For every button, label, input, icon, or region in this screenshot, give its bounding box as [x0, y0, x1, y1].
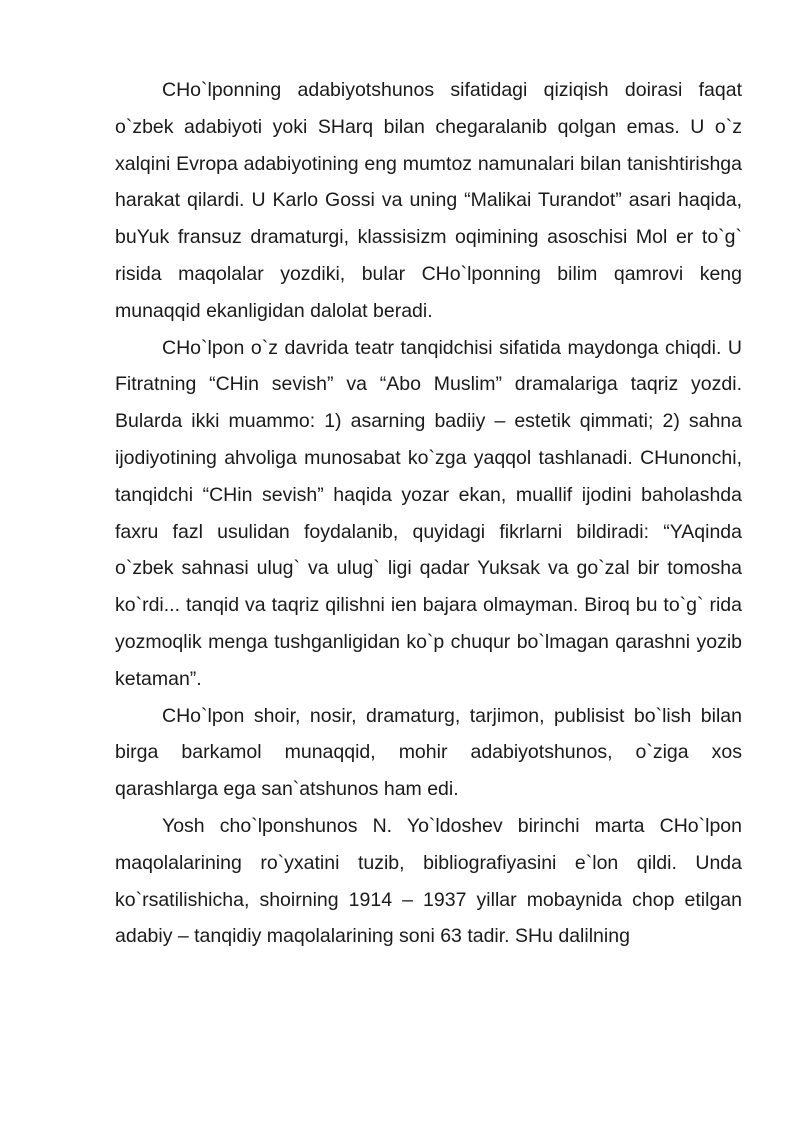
paragraph-3: CHo`lpon shoir, nosir, dramaturg, tarjimon, publisist bo`lish bilan birga barkamol munaqqid, mohir adabiyotshunos, o`ziga xos qarashlarga ega san`atshunos ham edi.: [115, 704, 742, 801]
paragraph-4: Yosh cho`lponshunos N. Yo`ldoshev birinchi marta CHo`lpon maqolalarining ro`yxatini tuzib, bibliografiyasini e`lon qildi. Unda ko`rsatilishicha, shoirning 1914 – 1937 yillar mobaynida chop etilgan adabiy – tanqidiy maqolalarining soni 63 tadir. SHu dalilning: [115, 814, 742, 948]
paragraph-1: CHo`lponning adabiyotshunos sifatidagi qiziqish doirasi faqat o`zbek adabiyoti yoki SHarq bilan chegaralanib qolgan emas. U o`z xalqini Evropa adabiyotining eng mumtoz namunalari bilan tanishtirishga harakat qilardi. U Karlo Gossi va uning “Malikai Turandot” asari haqida, buYuk fransuz dramaturgi, klassisizm oqimining asoschisi Mol er to`g` risida maqolalar yozdiki, bular CHo`lponning bilim qamrovi keng munaqqid ekanligidan dalolat beradi.: [115, 79, 742, 322]
document-page: [115, 72, 742, 955]
paragraph-2: CHo`lpon o`z davrida teatr tanqidchisi sifatida maydonga chiqdi. U Fitratning “CHin sevish” va “Abo Muslim” dramalariga taqriz yozdi. Bularda ikki muammo: 1) asarning badiiy – estetik qimmati; 2) sahna ijodiyotining ahvoliga munosabat ko`zga yaqqol tashlanadi. CHunonchi, tanqidchi “CHin sevish” haqida yozar ekan, muallif ijodini baholashda faxru fazl usulidan foydalanib, quyidagi fikrlarni bildiradi: “YAqinda o`zbek sahnasi ulug` va ulug` ligi qadar Yuksak va go`zal bir tomosha ko`rdi... tanqid va taqriz qilishni ien bajara olmayman. Biroq bu to`g` rida yozmoqlik menga tushganligidan ko`p chuqur bo`lmagan qarashni yozib ketaman”.: [115, 336, 742, 690]
